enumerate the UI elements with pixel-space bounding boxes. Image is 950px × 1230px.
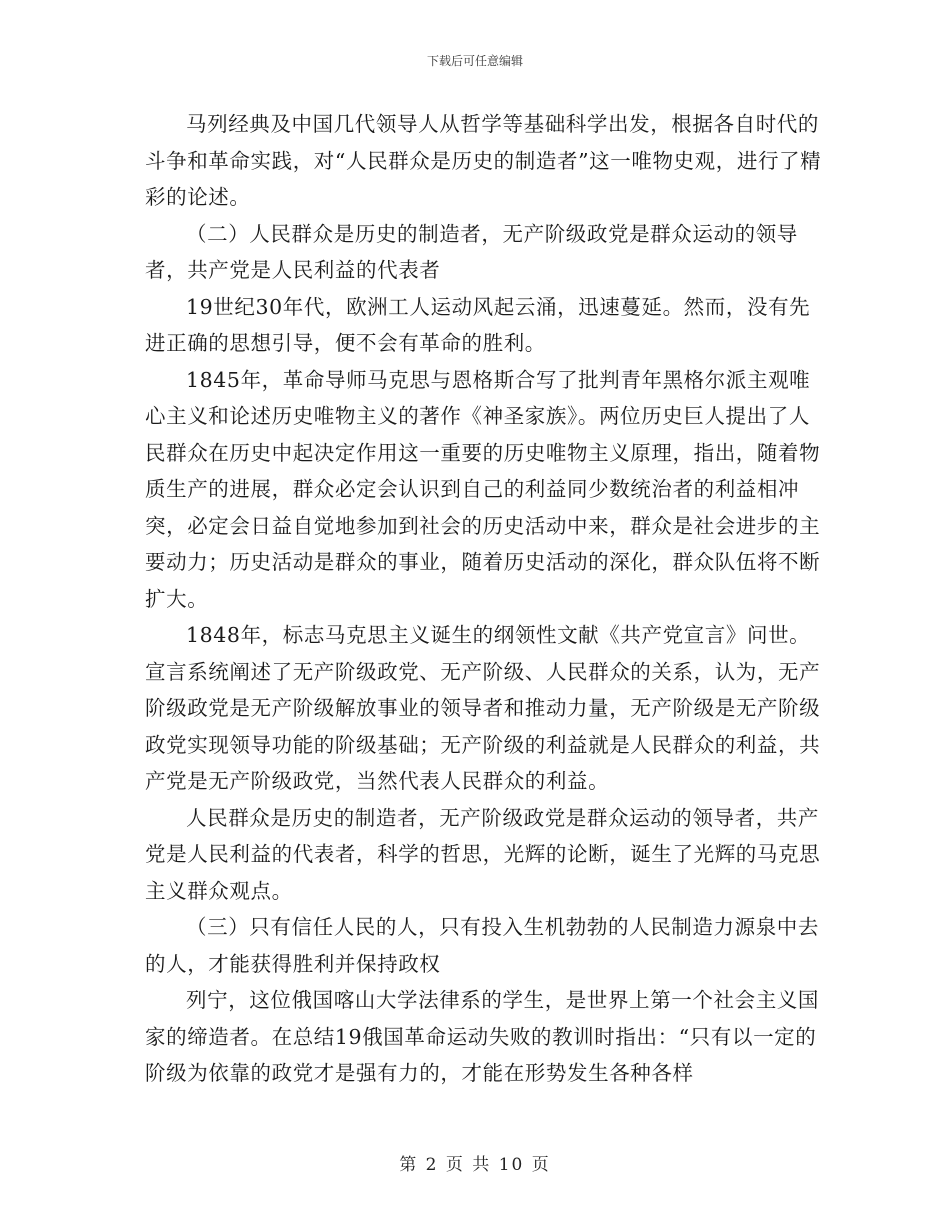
paragraph-3: 19世纪30年代，欧洲工人运动风起云涌，迅速蔓延。然而，没有先进正确的思想引导，便不会有革命的胜利。 <box>145 294 811 355</box>
paragraph-6: 人民群众是历史的制造者，无产阶级政党是群众运动的领导者，共产党是人民利益的代表者，科学的哲思，光辉的论断，诞生了光辉的马克思主义群众观点。 <box>145 805 821 903</box>
paragraph-7-heading: （三）只有信任人民的人，只有投入生机勃勃的人民制造力源泉中去的人，才能获得胜利并保持政权 <box>145 915 819 976</box>
document-body <box>145 106 825 1092</box>
page-number: 第 2 页 共 10 页 <box>399 1155 551 1175</box>
paragraph-5: 1848年，标志马克思主义诞生的纲领性文献《共产党宣言》问世。宣言系统阐述了无产阶级政党、无产阶级、人民群众的关系，认为，无产阶级政党是无产阶级解放事业的领导者和推动力量，无产阶级是无产阶级政党实现领导功能的阶级基础；无产阶级的利益就是人民群众的利益，共产党是无产阶级政党，当然代表人民群众的利益。 <box>145 623 821 793</box>
paragraph-8: 列宁，这位俄国喀山大学法律系的学生，是世界上第一个社会主义国家的缔造者。在总结19俄国革命运动失败的教训时指出：“只有以一定的阶级为依靠的政党才是强有力的，才能在形势发生各种各样 <box>145 988 819 1085</box>
page-header-note: 下载后可任意编辑 <box>426 54 523 68</box>
paragraph-4: 1845年，革命导师马克思与恩格斯合写了批判青年黑格尔派主观唯心主义和论述历史唯物主义的著作《神圣家族》。两位历史巨人提出了人民群众在历史中起决定作用这一重要的历史唯物主义原理，指出，随着物质生产的进展，群众必定会认识到自己的利益同少数统治者的利益相冲突，必定会日益自觉地参加到社会的历史活动中来，群众是社会进步的主要动力；历史活动是群众的事业，随着历史活动的深化，群众队伍将不断扩大。 <box>145 367 821 611</box>
paragraph-2-heading: （二）人民群众是历史的制造者，无产阶级政党是群众运动的领导者，共产党是人民利益的代表者 <box>145 221 798 282</box>
paragraph-1: 马列经典及中国几代领导人从哲学等基础科学出发，根据各自时代的斗争和革命实践，对“人民群众是历史的制造者”这一唯物史观，进行了精彩的论述。 <box>145 112 822 209</box>
